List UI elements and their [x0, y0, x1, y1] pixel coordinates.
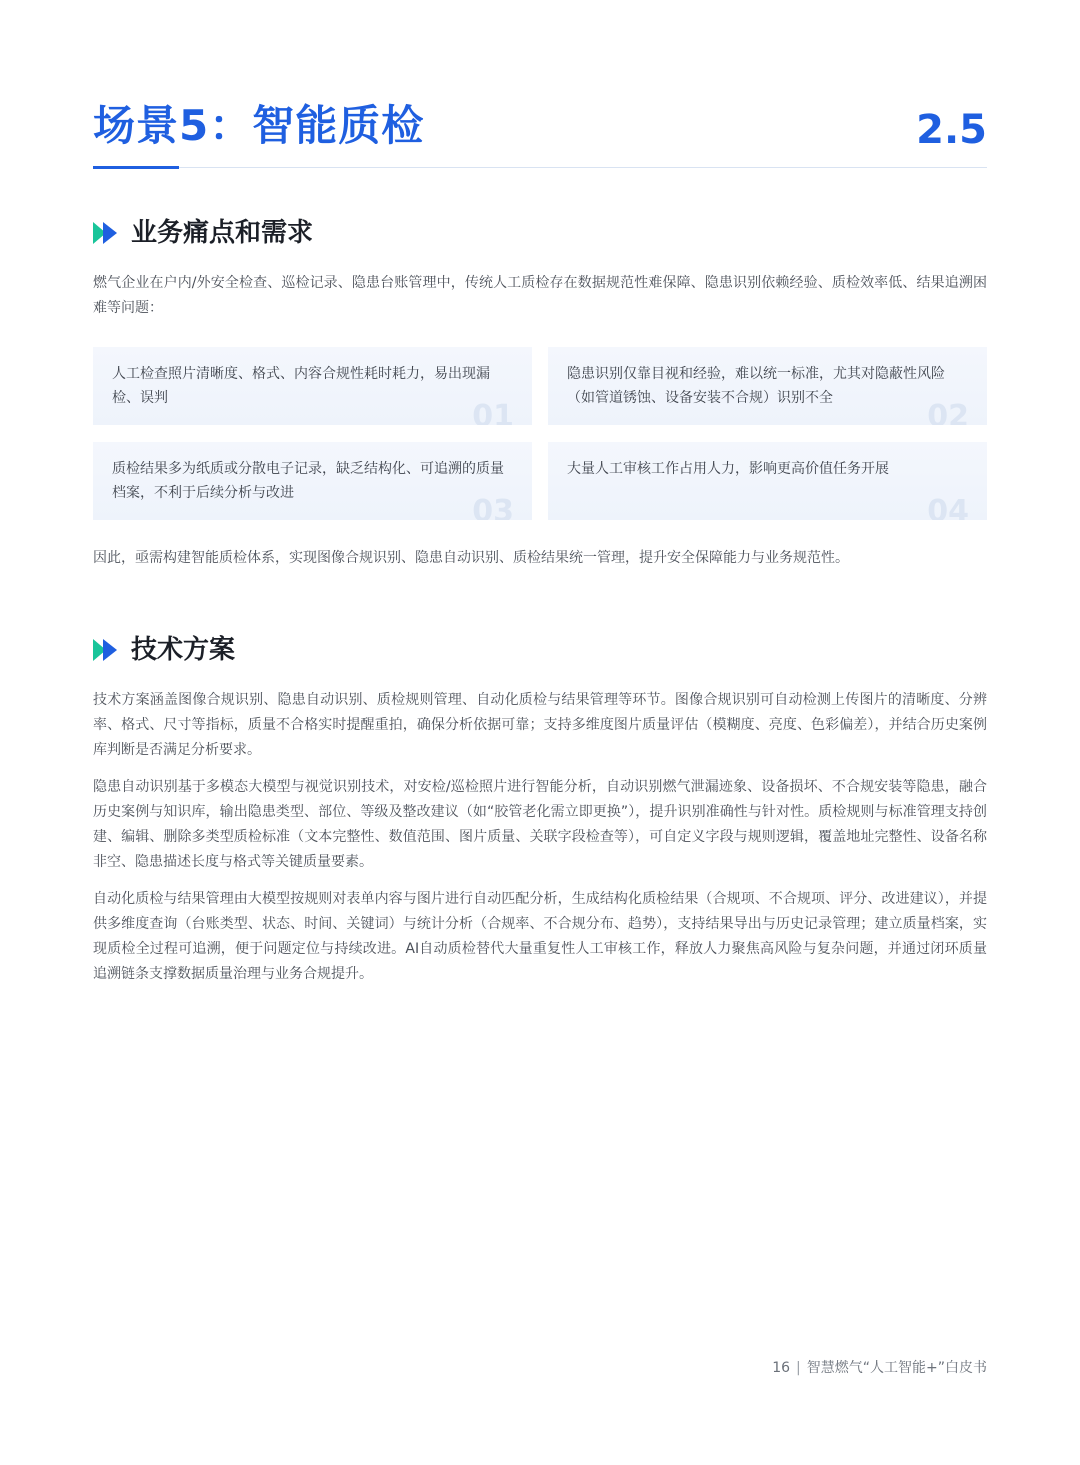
page-header — [93, 96, 987, 168]
double-arrow-icon — [93, 222, 121, 244]
page-number: 16 — [772, 1360, 791, 1376]
pain-point-card — [548, 442, 987, 520]
pain-point-number: 02 — [927, 399, 969, 425]
pain-point-text: 质检结果多为纸质或分散电子记录，缺乏结构化、可追溯的质量档案，不利于后续分析与改进 — [112, 461, 504, 501]
footer-separator: | — [796, 1360, 801, 1376]
double-arrow-icon — [93, 639, 121, 661]
section-heading-text: 技术方案 — [131, 635, 236, 665]
tech-paragraph: 技术方案涵盖图像合规识别、隐患自动识别、质检规则管理、自动化质检与结果管理等环节。图像合规识别可自动检测上传图片的清晰度、分辨率、格式、尺寸等指标，质量不合格实时提醒重拍，确保分析依据可靠；支持多维度图片质量评估（模糊度、亮度、色彩偏差），并结合历史案例库判断是否满足分析要求。 — [93, 692, 987, 758]
header-divider — [93, 167, 987, 168]
pain-point-text: 人工检查照片清晰度、格式、内容合规性耗时耗力，易出现漏检、误判 — [112, 366, 490, 406]
tech-paragraph: 隐患自动识别基于多模态大模型与视觉识别技术，对安检/巡检照片进行智能分析，自动识别燃气泄漏迹象、设备损坏、不合规安装等隐患，融合历史案例与知识库，输出隐患类型、部位、等级及整改建议（如“胶管老化需立即更换”），提升识别准确性与针对性。质检规则与标准管理支持创建、编辑、删除多类型质检标准（文本完整性、数值范围、图片质量、关联字段检查等），可自定义字段与规则逻辑，覆盖地址完整性、设备名称非空、隐患描述长度与格式等关键质量要素。 — [93, 779, 987, 870]
section-number: 2.5 — [916, 107, 987, 153]
pain-point-number: 01 — [472, 399, 514, 425]
pain-point-card — [93, 442, 532, 520]
footer-doc-title: 智慧燃气“人工智能+”白皮书 — [806, 1360, 987, 1376]
pain-point-card — [548, 347, 987, 425]
pain-point-card — [93, 347, 532, 425]
section-heading-pain-points — [93, 215, 313, 251]
pain-point-text: 隐患识别仅靠目视和经验，难以统一标准，尤其对隐蔽性风险（如管道锈蚀、设备安装不合规）识别不全 — [567, 366, 945, 406]
pain-points-intro: 燃气企业在户内/外安全检查、巡检记录、隐患台账管理中，传统人工质检存在数据规范性难保障、隐患识别依赖经验、质检效率低、结果追溯困难等问题： — [93, 275, 987, 316]
pain-point-text: 大量人工审核工作占用人力，影响更高价值任务开展 — [567, 461, 889, 477]
tech-paragraph: 自动化质检与结果管理由大模型按规则对表单内容与图片进行自动匹配分析，生成结构化质检结果（合规项、不合规项、评分、改进建议），并提供多维度查询（台账类型、状态、时间、关键词）与统计分析（合规率、不合规分布、趋势），支持结果导出与历史记录管理；建立质量档案，实现质检全过程可追溯，便于问题定位与持续改进。AI自动质检替代大量重复性人工审核工作，释放人力聚焦高风险与复杂问题，并通过闭环质量追溯链条支撑数据质量治理与业务合规提升。 — [93, 891, 987, 982]
page-footer — [772, 1358, 987, 1378]
pain-point-number: 04 — [927, 494, 969, 520]
pain-point-number: 03 — [472, 494, 514, 520]
header-divider-accent — [93, 166, 179, 169]
page-title: 场景5：智能质检 — [93, 101, 425, 150]
section-heading-tech — [93, 632, 235, 668]
section-heading-text: 业务痛点和需求 — [131, 218, 314, 248]
pain-points-conclusion: 因此，亟需构建智能质检体系，实现图像合规识别、隐患自动识别、质检结果统一管理，提升安全保障能力与业务规范性。 — [93, 550, 849, 566]
